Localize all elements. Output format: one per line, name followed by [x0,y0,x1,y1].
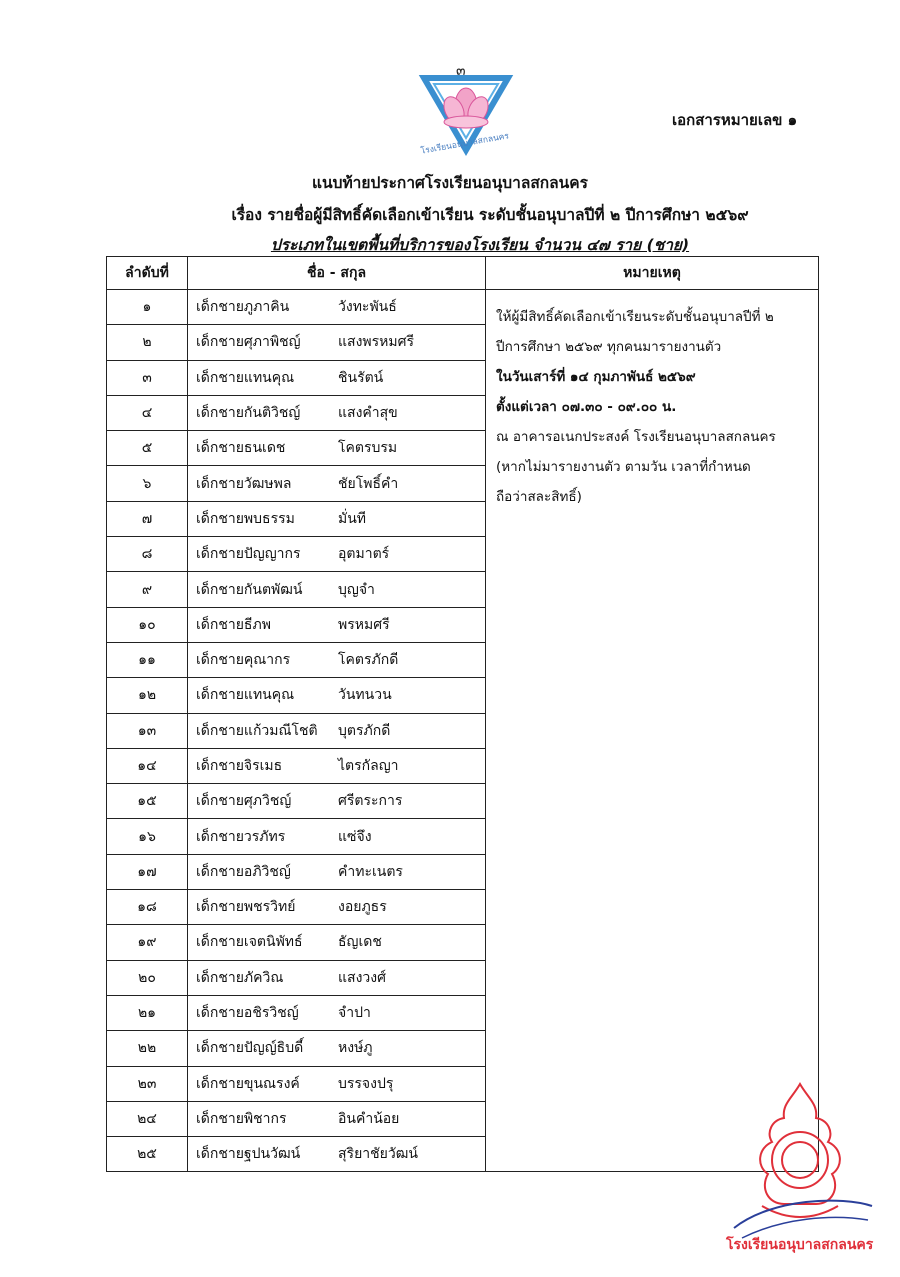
row-number: ๑๙ [107,925,188,960]
first-name: เด็กชายธีภพ [196,616,271,633]
last-name: บุตรภักดี [338,722,391,739]
student-name-cell [188,713,486,748]
last-name: แสงวงศ์ [338,969,386,986]
student-name-cell [188,819,486,854]
first-name: เด็กชายแทนคุณ [196,369,295,386]
first-name: เด็กชายศุภาพิชญ์ [196,334,301,351]
last-name: ศรีตระการ [338,793,403,810]
last-name: จำปา [338,1005,371,1022]
last-name: ไตรกัลญา [338,758,399,774]
last-name: วังทะพันธ์ [338,299,397,316]
seal-text: โรงเรียนอนุบาลสกลนคร [726,1237,874,1253]
first-name: เด็กชายขุนณรงค์ [196,1075,300,1092]
category-title: ประเภทในเขตพื้นที่บริการของโรงเรียน จำนวน ๔๗ ราย (ชาย) [270,236,690,254]
remarks-cell [486,290,819,1172]
student-name-cell [188,466,486,501]
last-name: วันทนวน [338,687,392,704]
last-name: หงษ์ภู [338,1040,373,1057]
row-number: ๑๑ [107,642,188,677]
student-name-cell [188,995,486,1030]
row-number: ๒๐ [107,960,188,995]
student-name-cell [188,642,486,677]
last-name: บุญจำ [338,581,375,598]
student-name-cell [188,925,486,960]
table-header-row [107,257,819,290]
first-name: เด็กชายแก้วมณีโชติ [196,722,318,739]
logo-text: โรงเรียนอนุบาลสกลนคร [419,131,510,157]
student-name-cell [188,395,486,430]
last-name: ธัญเดช [338,934,382,951]
first-name: เด็กชายอภิวิชญ์ [196,863,291,880]
remark-line: ให้ผู้มีสิทธิ์คัดเลือกเข้าเรียนระดับชั้นอนุบาลปีที่ ๒ [496,309,774,325]
last-name: แสงคำสุข [338,405,398,422]
student-name-cell [188,325,486,360]
row-number: ๔ [107,395,188,430]
first-name: เด็กชายวัฒษพล [196,475,292,492]
first-name: เด็กชายจิรเมธ [196,758,283,774]
student-name-cell [188,960,486,995]
school-logo [418,58,514,156]
first-name: เด็กชายปัญญ์ธิบดี์ [196,1040,304,1057]
school-seal [722,1078,878,1268]
row-number: ๒๕ [107,1137,188,1172]
first-name: เด็กชายกันตพัฒน์ [196,581,303,598]
table-row [107,290,819,325]
logo-number: ๓ [456,63,466,79]
first-name: เด็กชายพบธรรม [196,510,295,527]
remark-line: ตั้งแต่เวลา ๐๗.๓๐ - ๐๙.๐๐ น. [496,399,677,415]
student-name-cell [188,501,486,536]
last-name: คำทะเนตร [338,863,403,880]
last-name: อินคำน้อย [338,1110,400,1127]
row-number: ๑ [107,290,188,325]
remark-line: ในวันเสาร์ที่ ๑๔ กุมภาพันธ์ ๒๕๖๙ [496,369,696,385]
row-number: ๕ [107,431,188,466]
subject-title: เรื่อง รายชื่อผู้มีสิทธิ์คัดเลือกเข้าเรียน ระดับชั้นอนุบาลปีที่ ๒ ปีการศึกษา ๒๕๖๙ [231,206,749,224]
column-header-note: หมายเหตุ [486,257,819,290]
student-list-table [106,256,819,1172]
student-name-cell [188,748,486,783]
first-name: เด็กชายฐปนวัฒน์ [196,1146,301,1163]
row-number: ๓ [107,360,188,395]
row-number: ๑๔ [107,748,188,783]
first-name: เด็กชายธนเดช [196,440,286,457]
student-name-cell [188,784,486,819]
first-name: เด็กชายคุณากร [196,652,291,669]
first-name: เด็กชายภัควิณ [196,969,284,986]
table-body [107,290,819,1172]
row-number: ๒ [107,325,188,360]
last-name: อุตมาตร์ [338,546,390,563]
student-name-cell [188,678,486,713]
row-number: ๑๓ [107,713,188,748]
column-header-name: ชื่อ - สกุล [188,257,486,290]
row-number: ๑๕ [107,784,188,819]
row-number: ๒๒ [107,1031,188,1066]
student-name-cell [188,1031,486,1066]
student-name-cell [188,431,486,466]
row-number: ๒๓ [107,1066,188,1101]
student-name-cell [188,360,486,395]
student-name-cell [188,572,486,607]
last-name: โคตรภักดี [338,652,399,669]
row-number: ๗ [107,501,188,536]
last-name: แซ่จึง [338,828,372,845]
remark-line: (หากไม่มารายงานตัว ตามวัน เวลาที่กำหนด [496,459,751,475]
first-name: เด็กชายกันติวิชญ์ [196,405,301,422]
remark-line: ปีการศึกษา ๒๕๖๙ ทุกคนมารายงานตัว [496,339,722,355]
row-number: ๒๔ [107,1101,188,1136]
row-number: ๘ [107,537,188,572]
student-name-cell [188,890,486,925]
last-name: มั่นที [338,510,367,527]
announcement-title: แนบท้ายประกาศโรงเรียนอนุบาลสกลนคร [312,174,588,192]
row-number: ๑๘ [107,890,188,925]
student-name-cell [188,1101,486,1136]
first-name: เด็กชายวรภัทร [196,828,286,845]
document-number: เอกสารหมายเลข ๑ [672,111,798,129]
student-name-cell [188,1066,486,1101]
last-name: แสงพรหมศรี [338,334,415,351]
row-number: ๑๒ [107,678,188,713]
first-name: เด็กชายพชรวิทย์ [196,899,296,916]
student-name-cell [188,854,486,889]
last-name: สุริยาชัยวัฒน์ [338,1146,418,1163]
row-number: ๖ [107,466,188,501]
row-number: ๙ [107,572,188,607]
student-name-cell [188,607,486,642]
column-header-index: ลำดับที่ [107,257,188,290]
last-name: พรหมศรี [338,616,390,633]
student-name-cell [188,1137,486,1172]
row-number: ๑๐ [107,607,188,642]
first-name: เด็กชายแทนคุณ [196,687,295,704]
first-name: เด็กชายเจตนิพัทธ์ [196,934,303,951]
last-name: ชัยโพธิ์คำ [338,475,399,492]
student-name-cell [188,537,486,572]
row-number: ๑๖ [107,819,188,854]
remark-line: ณ อาคารอเนกประสงค์ โรงเรียนอนุบาลสกลนคร [496,429,776,445]
last-name: ชินรัตน์ [338,369,384,386]
last-name: บรรจงปรุ [338,1075,394,1092]
last-name: งอยภูธร [338,899,387,916]
remark-line: ถือว่าสละสิทธิ์) [496,489,582,505]
row-number: ๒๑ [107,995,188,1030]
first-name: เด็กชายปัญญากร [196,546,301,563]
last-name: โคตรบรม [338,440,398,457]
first-name: เด็กชายศุภวิชญ์ [196,793,292,810]
first-name: เด็กชายพิชากร [196,1110,287,1127]
student-name-cell [188,290,486,325]
first-name: เด็กชายภูภาคิน [196,299,290,316]
first-name: เด็กชายอชิรวิชญ์ [196,1005,299,1022]
row-number: ๑๗ [107,854,188,889]
